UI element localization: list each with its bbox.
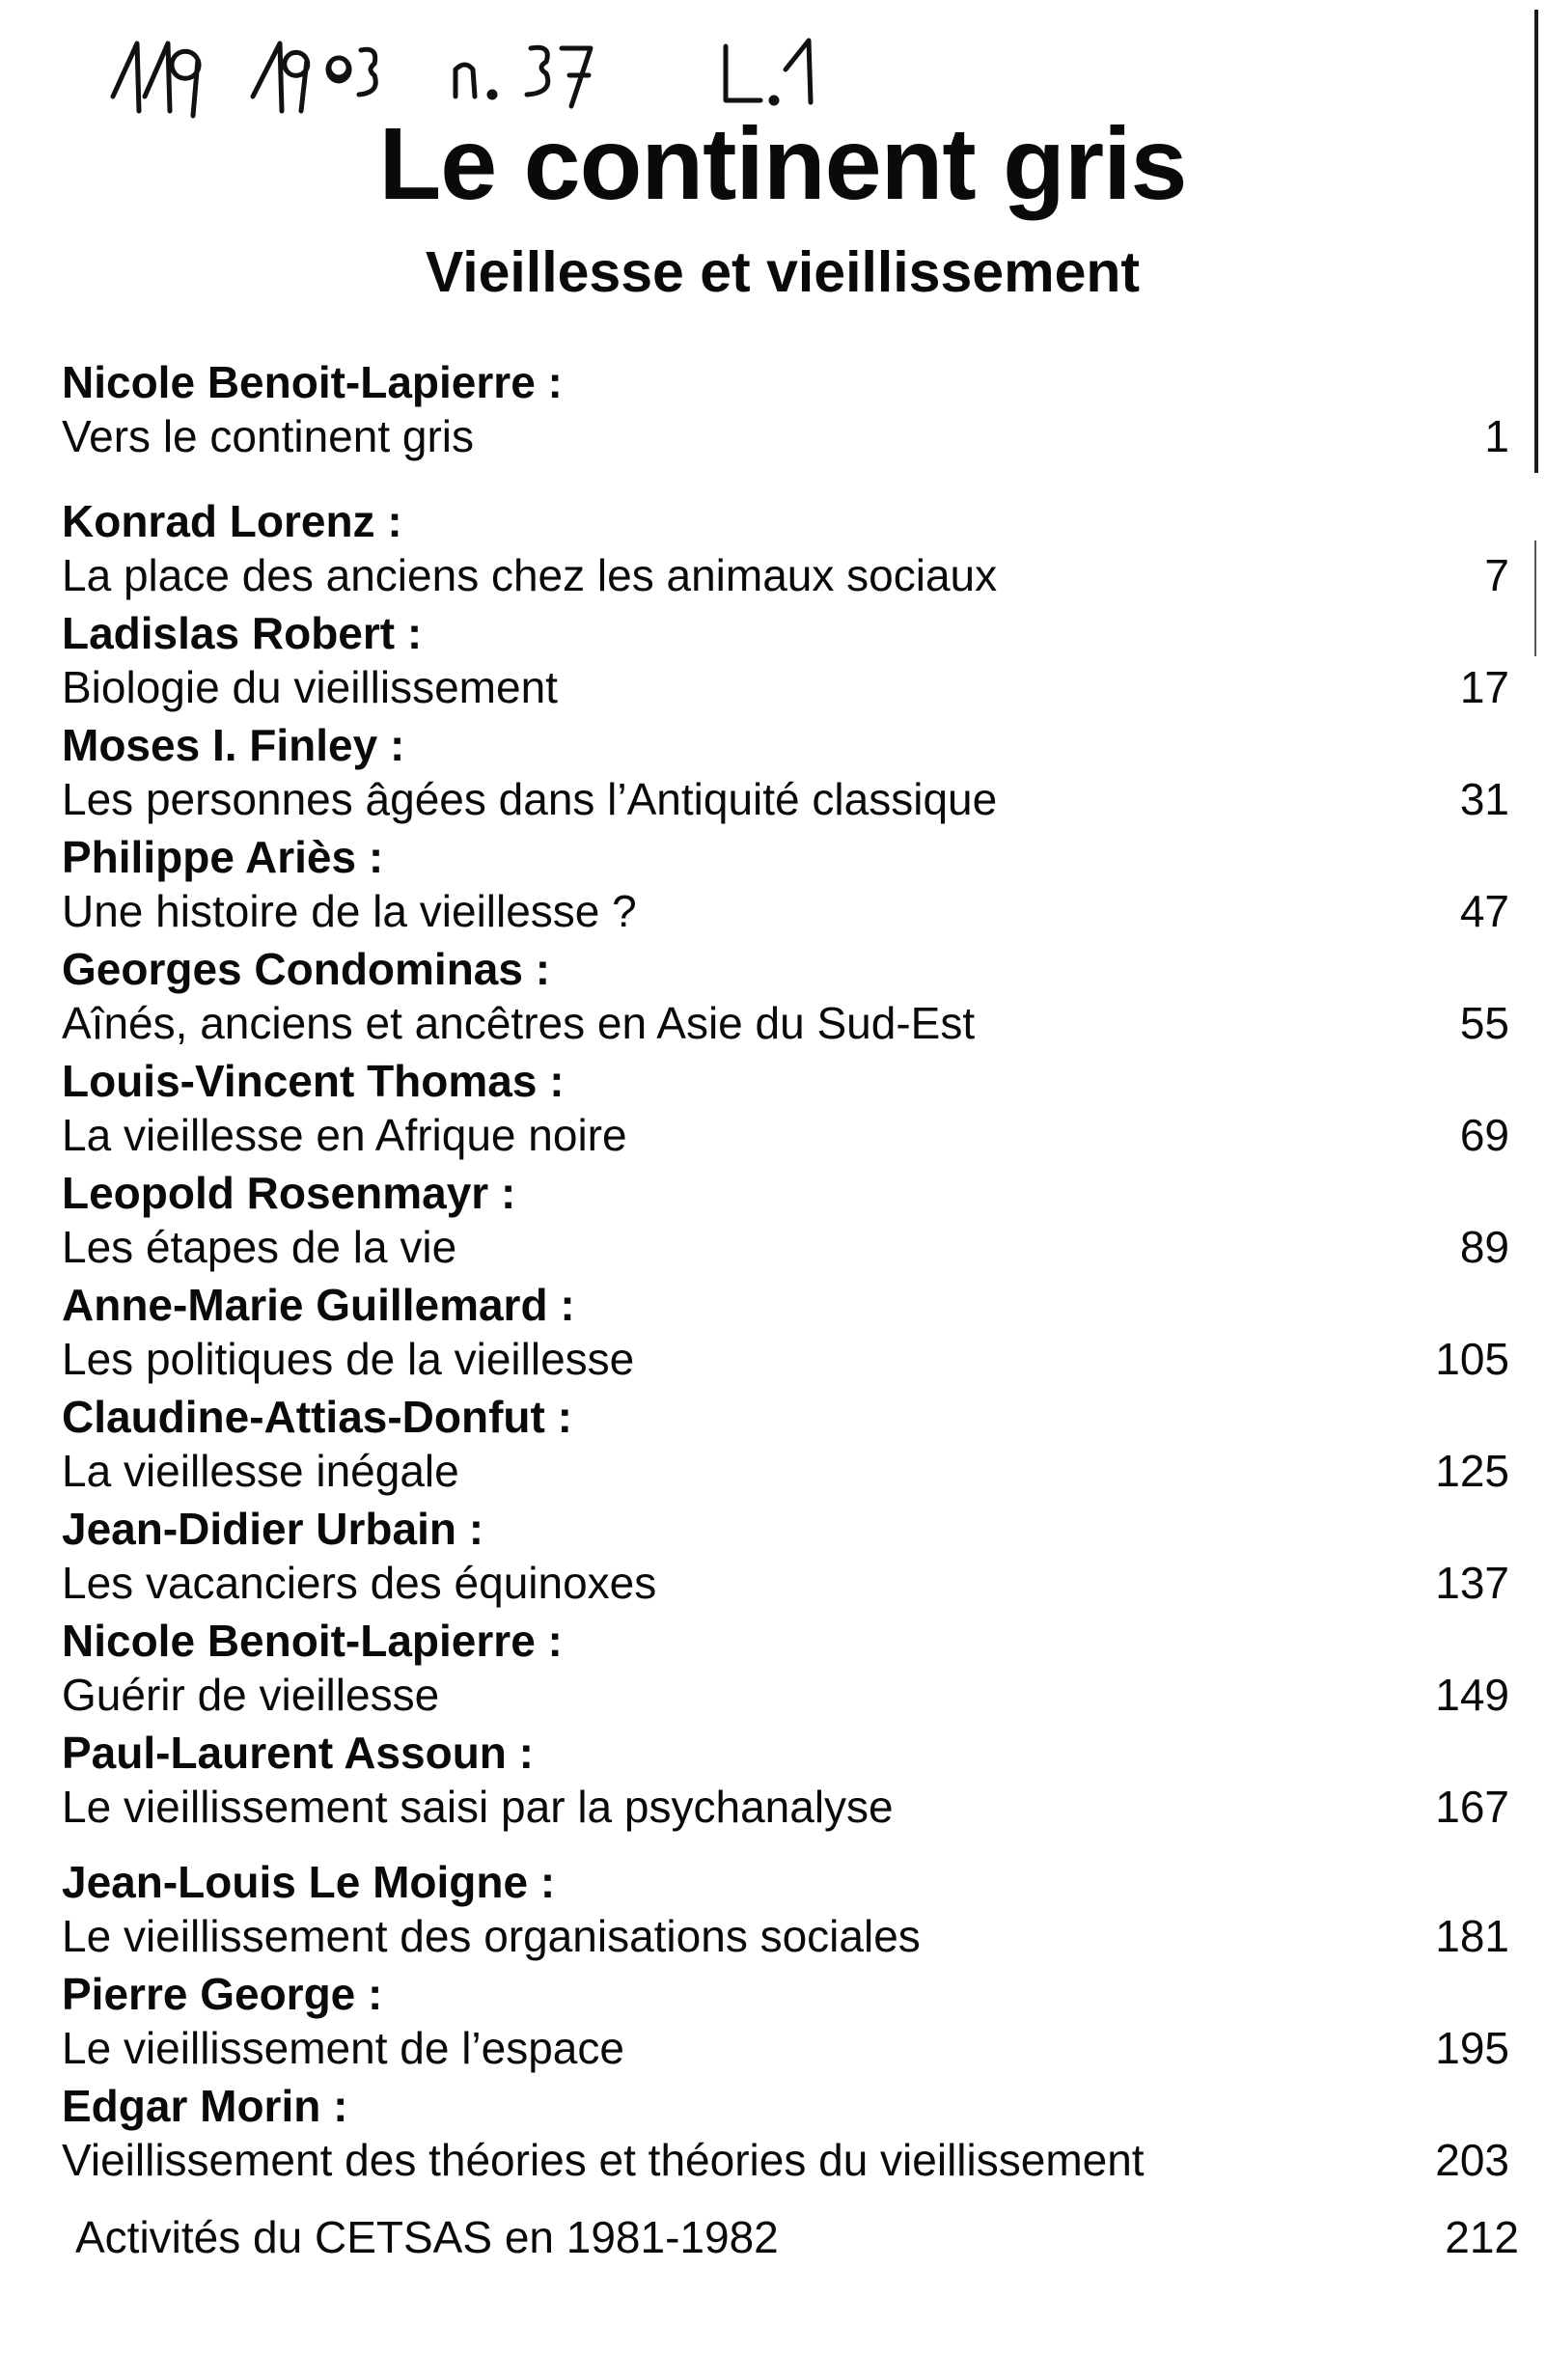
toc-page-number: 7 bbox=[1484, 550, 1509, 600]
toc-article-title: Les étapes de la vie bbox=[62, 1222, 457, 1272]
toc-article-title: Vers le continent gris bbox=[62, 411, 475, 461]
activities-page-number: 212 bbox=[1445, 2212, 1519, 2262]
toc-entry bbox=[62, 1054, 1509, 1162]
toc-page-number: 89 bbox=[1459, 1222, 1509, 1272]
toc-author: Jean-Didier Urbain : bbox=[62, 1504, 484, 1554]
toc-article-title: La place des anciens chez les animaux sociaux bbox=[62, 550, 998, 600]
toc-author: Pierre George : bbox=[62, 1969, 383, 2019]
toc-entry bbox=[62, 1855, 1509, 1963]
toc-page-number: 203 bbox=[1435, 2135, 1509, 2185]
toc-author: Konrad Lorenz : bbox=[62, 496, 402, 546]
toc-author: Nicole Benoit-Lapierre : bbox=[62, 1616, 563, 1666]
toc-article-title: Le vieillissement saisi par la psychanalyse bbox=[62, 1782, 894, 1832]
activities-label: Activités du CETSAS en 1981-1982 bbox=[75, 2212, 779, 2262]
toc-activities-entry bbox=[75, 2210, 1519, 2264]
toc-author: Jean-Louis Le Moigne : bbox=[62, 1857, 556, 1907]
toc-page-number: 149 bbox=[1435, 1670, 1509, 1720]
toc-page-number: 137 bbox=[1435, 1558, 1509, 1608]
toc-article-title: La vieillesse inégale bbox=[62, 1446, 459, 1496]
toc-entry bbox=[62, 1390, 1509, 1498]
toc-page-number: 55 bbox=[1459, 998, 1509, 1048]
toc-page-number: 181 bbox=[1435, 1911, 1509, 1961]
toc-author: Nicole Benoit-Lapierre : bbox=[62, 357, 563, 407]
toc-author: Edgar Morin : bbox=[62, 2081, 348, 2131]
toc-article-title: Les vacanciers des équinoxes bbox=[62, 1558, 657, 1608]
toc-entry bbox=[62, 718, 1509, 826]
toc-entry bbox=[62, 942, 1509, 1050]
toc-author: Paul-Laurent Assoun : bbox=[62, 1728, 534, 1778]
toc-page-number: 17 bbox=[1459, 662, 1509, 712]
toc-author: Claudine-Attias-Donfut : bbox=[62, 1392, 572, 1442]
toc-entry bbox=[62, 1726, 1509, 1834]
toc-article-title: Biologie du vieillissement bbox=[62, 662, 558, 712]
toc-entry bbox=[62, 830, 1509, 938]
toc-page-number: 69 bbox=[1459, 1110, 1509, 1160]
toc-entry bbox=[62, 494, 1509, 602]
toc-article-title: Une histoire de la vieillesse ? bbox=[62, 886, 637, 936]
toc-entry bbox=[62, 355, 1509, 463]
toc-page-number: 125 bbox=[1435, 1446, 1509, 1496]
toc-article-title: Les personnes âgées dans l’Antiquité classique bbox=[62, 774, 998, 824]
toc-page-number: 47 bbox=[1459, 886, 1509, 936]
toc-article-title: Le vieillissement des organisations sociales bbox=[62, 1911, 921, 1961]
toc-entry bbox=[62, 1166, 1509, 1274]
toc-entry bbox=[62, 1278, 1509, 1386]
toc-article-title: Guérir de vieillesse bbox=[62, 1670, 440, 1720]
toc-author: Ladislas Robert : bbox=[62, 608, 423, 658]
toc-author: Georges Condominas : bbox=[62, 944, 551, 994]
toc-article-title: Vieillissement des théories et théories du vieillissement bbox=[62, 2135, 1145, 2185]
scan-edge-line-faint bbox=[1534, 540, 1536, 656]
page-subtitle: Vieillesse et vieillissement bbox=[425, 240, 1141, 304]
toc-page-number: 105 bbox=[1435, 1334, 1509, 1384]
toc-entry bbox=[62, 1502, 1509, 1610]
toc-entry bbox=[62, 606, 1509, 714]
toc-entry bbox=[62, 2079, 1509, 2187]
toc-author: Anne-Marie Guillemard : bbox=[62, 1280, 575, 1330]
toc-author: Philippe Ariès : bbox=[62, 832, 384, 882]
toc-article-title: Aînés, anciens et ancêtres en Asie du Sud-Est bbox=[62, 998, 976, 1048]
toc-author: Leopold Rosenmayr : bbox=[62, 1168, 516, 1218]
toc-article-title: La vieillesse en Afrique noire bbox=[62, 1110, 627, 1160]
toc-author: Moses I. Finley : bbox=[62, 720, 405, 770]
toc-page-number: 1 bbox=[1484, 411, 1509, 461]
page-title: Le continent gris bbox=[378, 107, 1187, 221]
toc-page-number: 31 bbox=[1459, 774, 1509, 824]
toc-page-number: 167 bbox=[1435, 1782, 1509, 1832]
toc-page-number: 195 bbox=[1435, 2023, 1509, 2073]
toc-author: Louis-Vincent Thomas : bbox=[62, 1056, 565, 1106]
toc-article-title: Le vieillissement de l’espace bbox=[62, 2023, 624, 2073]
toc-entry bbox=[62, 1967, 1509, 2075]
toc-entry bbox=[62, 1614, 1509, 1722]
toc-article-title: Les politiques de la vieillesse bbox=[62, 1334, 635, 1384]
